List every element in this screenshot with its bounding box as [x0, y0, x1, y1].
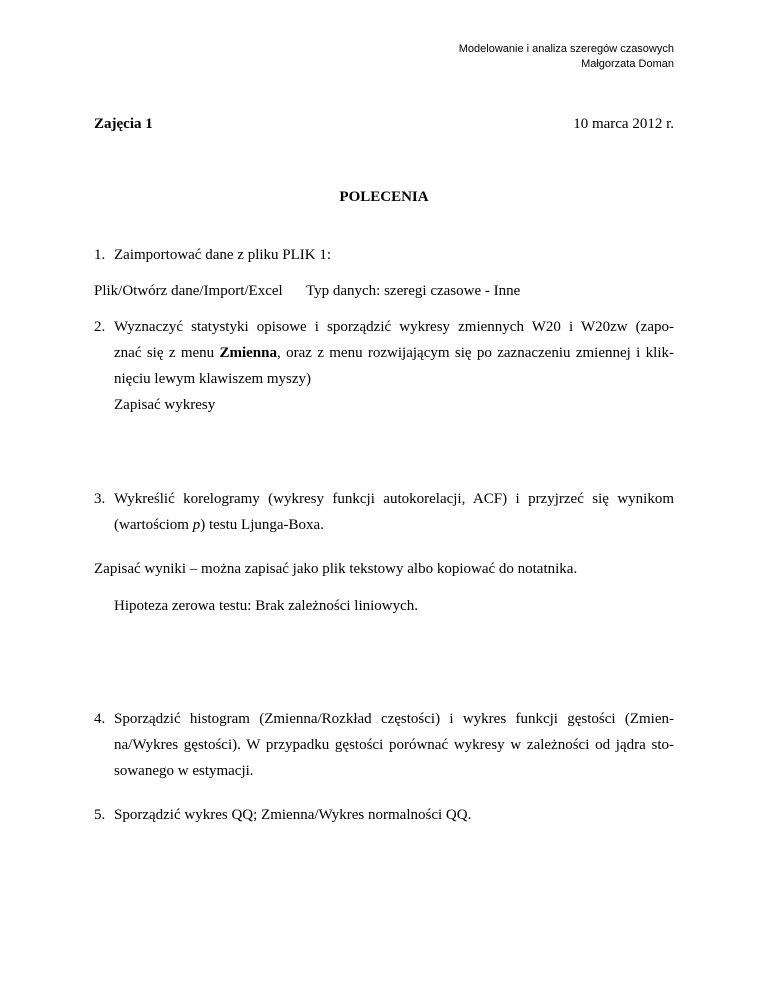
task-4-line-1: Sporządzić histogram (Zmienna/Rozkład częstości) i wykres funkcji gęstości (Zmien- [114, 711, 674, 727]
task-1-number: 1. [94, 247, 106, 263]
task-3-line-1: Wykreślić korelogramy (wykresy funkcji autokorelacji, ACF) i przyjrzeć się wynikom [114, 491, 674, 507]
task-4-line-3: sowanego w estymacji. [114, 763, 254, 779]
task-3-p-value: p [192, 517, 201, 533]
task-2-line-2-end: , oraz z menu rozwijającym się po zaznaczeniu zmiennej i klik- [277, 345, 674, 361]
task-5-text: Sporządzić wykres QQ; Zmienna/Wykres normalności QQ. [114, 807, 472, 823]
task-2-line-1: Wyznaczyć statystyki opisowe i sporządzić wykresy zmiennych W20 i W20zw (zapo- [114, 319, 674, 335]
task-2-line-4: Zapisać wykresy [114, 397, 216, 413]
page-title: POLECENIA [339, 189, 429, 205]
task-2-line-2 [114, 340, 674, 366]
task-1-text: Zaimportować dane z pliku PLIK 1: [114, 247, 332, 263]
task-3-line-2-start: (wartościom [114, 517, 193, 533]
task-3-save-note: Zapisać wyniki – można zapisać jako plik tekstowy albo kopiować do notatnika. [94, 561, 578, 577]
task-5-number: 5. [94, 807, 106, 823]
task-2-line-2-start: znać się z menu [114, 345, 220, 361]
header-author: Małgorzata Doman [581, 58, 674, 70]
task-4-body [114, 706, 674, 784]
task-3-hypothesis: Hipoteza zerowa testu: Brak zależności liniowych. [114, 598, 419, 614]
task-3-line-2-end: ) testu Ljunga-Boxa. [200, 517, 324, 533]
header-course-title: Modelowanie i analiza szeregów czasowych [458, 43, 674, 55]
task-4-number: 4. [94, 711, 106, 727]
task-3-number: 3. [94, 491, 106, 507]
task-2-menu-name: Zmienna [219, 345, 277, 361]
task-2-line-3: nięciu lewym klawiszem myszy) [114, 371, 312, 387]
class-label: Zajęcia 1 [94, 116, 153, 132]
task-2-number: 2. [94, 319, 106, 335]
task-4-line-2: na/Wykres gęstości). W przypadku gęstości porównać wykresy w zależności od jądra sto- [114, 737, 674, 753]
task-2-body [114, 314, 674, 418]
task-3-body [114, 486, 674, 538]
page-header [459, 42, 674, 72]
task-1-menu-path: Plik/Otwórz dane/Import/Excel [94, 283, 283, 299]
task-3-line-2 [114, 512, 674, 538]
class-date: 10 marca 2012 r. [573, 116, 674, 132]
task-1-data-type: Typ danych: szeregi czasowe - Inne [306, 283, 521, 299]
